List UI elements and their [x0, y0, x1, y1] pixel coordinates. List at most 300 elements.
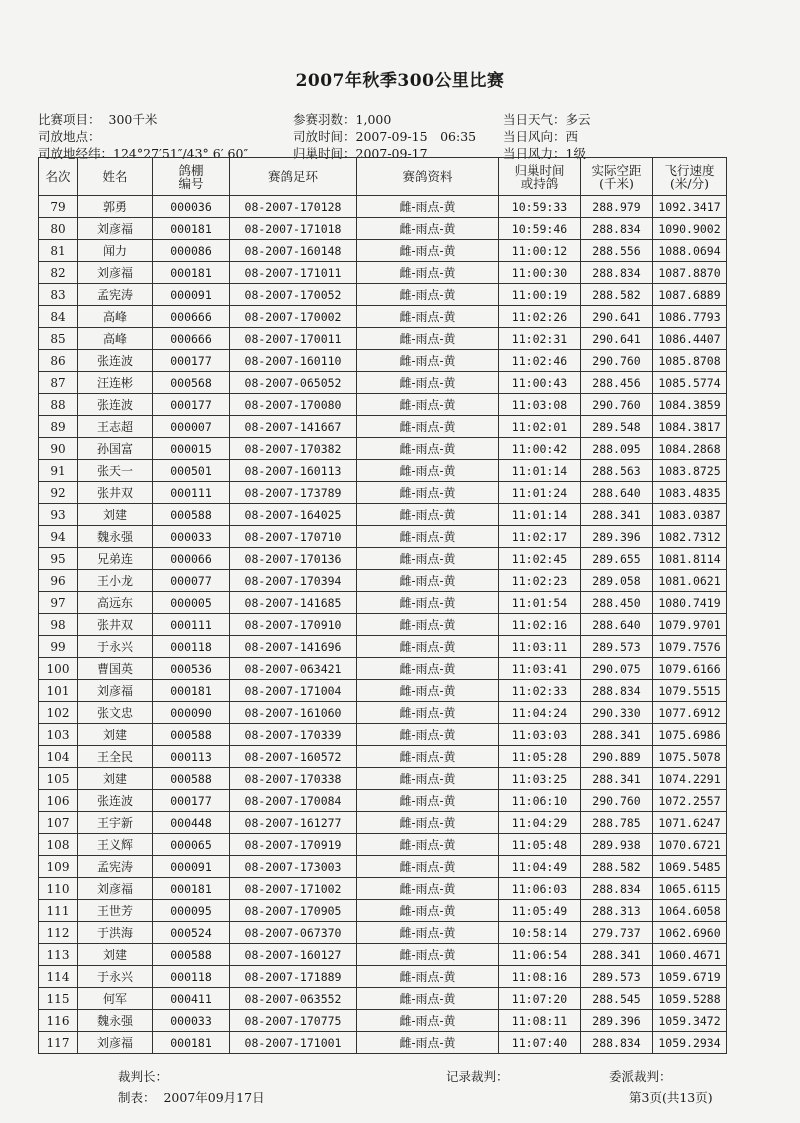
cell-speed: 1071.6247: [653, 812, 727, 834]
cell-ring: 08-2007-170136: [230, 548, 357, 570]
cell-bird-info: 雌-雨点-黄: [357, 570, 499, 592]
cell-bird-info: 雌-雨点-黄: [357, 548, 499, 570]
cell-speed: 1064.6058: [653, 900, 727, 922]
cell-name: 王全民: [78, 746, 153, 768]
cell-speed: 1087.8870: [653, 262, 727, 284]
table-row: [39, 658, 727, 680]
cell-bird-info: 雌-雨点-黄: [357, 900, 499, 922]
cell-arrival-time: 10:59:33: [499, 196, 581, 218]
cell-loft-id: 000666: [153, 306, 230, 328]
table-row: [39, 504, 727, 526]
cell-ring: 08-2007-170080: [230, 394, 357, 416]
cell-bird-info: 雌-雨点-黄: [357, 350, 499, 372]
cell-arrival-time: 11:02:45: [499, 548, 581, 570]
table-row: [39, 768, 727, 790]
cell-loft-id: 000181: [153, 218, 230, 240]
cell-ring: 08-2007-170394: [230, 570, 357, 592]
table-row: [39, 988, 727, 1010]
cell-arrival-time: 11:04:29: [499, 812, 581, 834]
cell-rank: 116: [39, 1010, 78, 1032]
cell-ring: 08-2007-141685: [230, 592, 357, 614]
cell-rank: 88: [39, 394, 78, 416]
cell-name: 王小龙: [78, 570, 153, 592]
cell-arrival-time: 11:06:10: [499, 790, 581, 812]
cell-loft-id: 000090: [153, 702, 230, 724]
cell-name: 刘建: [78, 768, 153, 790]
weather-row: [503, 110, 591, 128]
cell-name: 汪连彬: [78, 372, 153, 394]
cell-loft-id: 000177: [153, 394, 230, 416]
cell-name: 刘建: [78, 724, 153, 746]
cell-ring: 08-2007-160148: [230, 240, 357, 262]
cell-ring: 08-2007-170339: [230, 724, 357, 746]
cell-bird-info: 雌-雨点-黄: [357, 328, 499, 350]
cell-name: 张连波: [78, 350, 153, 372]
cell-ring: 08-2007-067370: [230, 922, 357, 944]
cell-name: 刘彦福: [78, 878, 153, 900]
table-row: [39, 394, 727, 416]
cell-distance: 288.834: [581, 262, 653, 284]
cell-ring: 08-2007-173003: [230, 856, 357, 878]
table-row: [39, 1010, 727, 1032]
cell-speed: 1090.9002: [653, 218, 727, 240]
cell-ring: 08-2007-141667: [230, 416, 357, 438]
cell-rank: 103: [39, 724, 78, 746]
delegated-judge: 委派裁判：: [609, 1069, 672, 1084]
page-title: 2007年秋季300公里比赛: [295, 71, 505, 91]
cell-arrival-time: 11:08:16: [499, 966, 581, 988]
cell-loft-id: 000118: [153, 636, 230, 658]
release-value: 2007-09-15 06:35: [355, 129, 477, 144]
cell-bird-info: 雌-雨点-黄: [357, 504, 499, 526]
cell-distance: 288.095: [581, 438, 653, 460]
cell-loft-id: 000077: [153, 570, 230, 592]
cell-distance: 288.582: [581, 856, 653, 878]
cell-loft-id: 000066: [153, 548, 230, 570]
cell-loft-id: 000448: [153, 812, 230, 834]
cell-arrival-time: 11:02:26: [499, 306, 581, 328]
cell-name: 张连波: [78, 790, 153, 812]
wind-dir-value: 西: [565, 129, 579, 144]
cell-distance: 290.641: [581, 306, 653, 328]
cell-rank: 79: [39, 196, 78, 218]
cell-distance: 290.075: [581, 658, 653, 680]
table-row: [39, 350, 727, 372]
cell-bird-info: 雌-雨点-黄: [357, 416, 499, 438]
cell-name: 曹国英: [78, 658, 153, 680]
header-speed: 飞行速度 (米/分): [653, 158, 727, 196]
header-rank: 名次: [39, 158, 78, 196]
cell-loft-id: 000033: [153, 1010, 230, 1032]
cell-rank: 114: [39, 966, 78, 988]
cell-ring: 08-2007-170382: [230, 438, 357, 460]
cell-distance: 288.640: [581, 614, 653, 636]
table-row: [39, 482, 727, 504]
cell-distance: 288.341: [581, 768, 653, 790]
cell-bird-info: 雌-雨点-黄: [357, 1010, 499, 1032]
cell-name: 闻力: [78, 240, 153, 262]
cell-rank: 95: [39, 548, 78, 570]
cell-distance: 290.760: [581, 350, 653, 372]
table-row: [39, 460, 727, 482]
cell-loft-id: 000181: [153, 680, 230, 702]
cell-name: 何军: [78, 988, 153, 1010]
cell-rank: 111: [39, 900, 78, 922]
cell-distance: 290.641: [581, 328, 653, 350]
cell-distance: 288.834: [581, 878, 653, 900]
cell-bird-info: 雌-雨点-黄: [357, 966, 499, 988]
table-row: [39, 680, 727, 702]
cell-loft-id: 000177: [153, 790, 230, 812]
cell-bird-info: 雌-雨点-黄: [357, 614, 499, 636]
entries-row: [293, 110, 391, 128]
cell-bird-info: 雌-雨点-黄: [357, 878, 499, 900]
cell-name: 孙国富: [78, 438, 153, 460]
cell-rank: 108: [39, 834, 78, 856]
cell-ring: 08-2007-171001: [230, 1032, 357, 1054]
cell-loft-id: 000181: [153, 262, 230, 284]
cell-arrival-time: 11:04:24: [499, 702, 581, 724]
cell-speed: 1079.5515: [653, 680, 727, 702]
cell-ring: 08-2007-171018: [230, 218, 357, 240]
table-row: [39, 372, 727, 394]
recorder-judge: 记录裁判：: [446, 1069, 509, 1084]
cell-arrival-time: 11:00:42: [499, 438, 581, 460]
cell-ring: 08-2007-171889: [230, 966, 357, 988]
cell-bird-info: 雌-雨点-黄: [357, 592, 499, 614]
table-row: [39, 592, 727, 614]
cell-bird-info: 雌-雨点-黄: [357, 438, 499, 460]
coords-label: 司放地经纬：: [38, 146, 114, 161]
cell-distance: 289.058: [581, 570, 653, 592]
cell-rank: 102: [39, 702, 78, 724]
cell-ring: 08-2007-170128: [230, 196, 357, 218]
cell-arrival-time: 11:02:31: [499, 328, 581, 350]
chief-judge: 裁判长：: [118, 1069, 169, 1084]
cell-distance: 288.545: [581, 988, 653, 1010]
cell-name: 张文忠: [78, 702, 153, 724]
release-label: 司放时间：: [293, 129, 356, 144]
cell-arrival-time: 11:02:46: [499, 350, 581, 372]
table-row: [39, 878, 727, 900]
table-row: [39, 196, 727, 218]
cell-bird-info: 雌-雨点-黄: [357, 922, 499, 944]
cell-bird-info: 雌-雨点-黄: [357, 834, 499, 856]
cell-rank: 83: [39, 284, 78, 306]
cell-speed: 1081.0621: [653, 570, 727, 592]
cell-loft-id: 000177: [153, 350, 230, 372]
cell-name: 王义辉: [78, 834, 153, 856]
cell-distance: 289.548: [581, 416, 653, 438]
cell-ring: 08-2007-170084: [230, 790, 357, 812]
table-row: [39, 900, 727, 922]
cell-speed: 1084.2868: [653, 438, 727, 460]
cell-arrival-time: 11:07:20: [499, 988, 581, 1010]
cell-arrival-time: 11:05:48: [499, 834, 581, 856]
cell-name: 魏永强: [78, 526, 153, 548]
cell-loft-id: 000111: [153, 614, 230, 636]
cell-name: 于永兴: [78, 966, 153, 988]
cell-loft-id: 000091: [153, 284, 230, 306]
cell-speed: 1084.3859: [653, 394, 727, 416]
cell-name: 刘彦福: [78, 262, 153, 284]
cell-speed: 1074.2291: [653, 768, 727, 790]
cell-arrival-time: 11:03:08: [499, 394, 581, 416]
cell-arrival-time: 10:59:46: [499, 218, 581, 240]
cell-name: 高峰: [78, 328, 153, 350]
cell-name: 刘彦福: [78, 680, 153, 702]
cell-arrival-time: 11:05:49: [499, 900, 581, 922]
table-row: [39, 548, 727, 570]
header-distance: 实际空距 (千米): [581, 158, 653, 196]
cell-rank: 87: [39, 372, 78, 394]
cell-rank: 97: [39, 592, 78, 614]
cell-loft-id: 000111: [153, 482, 230, 504]
table-body: [39, 196, 727, 1054]
cell-bird-info: 雌-雨点-黄: [357, 1032, 499, 1054]
cell-arrival-time: 11:02:16: [499, 614, 581, 636]
table-row: [39, 614, 727, 636]
place-label: 司放地点：: [38, 129, 101, 144]
results-table: [38, 157, 727, 1054]
return-label: 归巢时间：: [293, 146, 356, 161]
cell-speed: 1059.5288: [653, 988, 727, 1010]
table-row: [39, 724, 727, 746]
table-row: [39, 570, 727, 592]
cell-distance: 288.582: [581, 284, 653, 306]
cell-distance: 288.341: [581, 944, 653, 966]
cell-rank: 91: [39, 460, 78, 482]
cell-speed: 1083.4835: [653, 482, 727, 504]
cell-name: 孟宪涛: [78, 284, 153, 306]
table-row: [39, 944, 727, 966]
wind-force-value: 1级: [565, 146, 586, 161]
cell-bird-info: 雌-雨点-黄: [357, 460, 499, 482]
cell-bird-info: 雌-雨点-黄: [357, 636, 499, 658]
table-row: [39, 790, 727, 812]
project-value: 300千米: [108, 112, 158, 127]
cell-bird-info: 雌-雨点-黄: [357, 724, 499, 746]
table-row: [39, 240, 727, 262]
cell-name: 郭勇: [78, 196, 153, 218]
cell-ring: 08-2007-170775: [230, 1010, 357, 1032]
cell-loft-id: 000666: [153, 328, 230, 350]
cell-speed: 1087.6889: [653, 284, 727, 306]
cell-speed: 1081.8114: [653, 548, 727, 570]
cell-speed: 1062.6960: [653, 922, 727, 944]
cell-arrival-time: 11:06:54: [499, 944, 581, 966]
cell-bird-info: 雌-雨点-黄: [357, 394, 499, 416]
cell-ring: 08-2007-171011: [230, 262, 357, 284]
cell-rank: 85: [39, 328, 78, 350]
coords-value: 124°27′51″/43° 6′ 60″: [113, 146, 249, 161]
cell-loft-id: 000065: [153, 834, 230, 856]
cell-ring: 08-2007-160110: [230, 350, 357, 372]
cell-name: 刘彦福: [78, 1032, 153, 1054]
cell-name: 刘建: [78, 944, 153, 966]
cell-arrival-time: 11:06:03: [499, 878, 581, 900]
cell-loft-id: 000501: [153, 460, 230, 482]
table-row: [39, 262, 727, 284]
table-row: [39, 1032, 727, 1054]
cell-arrival-time: 11:05:28: [499, 746, 581, 768]
cell-name: 高远东: [78, 592, 153, 614]
cell-distance: 290.760: [581, 394, 653, 416]
cell-rank: 100: [39, 658, 78, 680]
cell-speed: 1075.6986: [653, 724, 727, 746]
cell-arrival-time: 11:07:40: [499, 1032, 581, 1054]
cell-distance: 288.556: [581, 240, 653, 262]
cell-loft-id: 000091: [153, 856, 230, 878]
table-header-row: [39, 158, 727, 196]
cell-arrival-time: 11:03:11: [499, 636, 581, 658]
place-row: [38, 127, 109, 145]
cell-loft-id: 000181: [153, 1032, 230, 1054]
cell-loft-id: 000005: [153, 592, 230, 614]
cell-ring: 08-2007-171004: [230, 680, 357, 702]
cell-loft-id: 000118: [153, 966, 230, 988]
cell-speed: 1092.3417: [653, 196, 727, 218]
cell-name: 兄弟连: [78, 548, 153, 570]
header-ring: 赛鸽足环: [230, 158, 357, 196]
cell-bird-info: 雌-雨点-黄: [357, 790, 499, 812]
made-label: 制表：: [118, 1090, 156, 1105]
cell-ring: 08-2007-160113: [230, 460, 357, 482]
cell-arrival-time: 11:00:43: [499, 372, 581, 394]
cell-loft-id: 000588: [153, 768, 230, 790]
cell-rank: 82: [39, 262, 78, 284]
cell-speed: 1059.2934: [653, 1032, 727, 1054]
cell-arrival-time: 11:08:11: [499, 1010, 581, 1032]
table-row: [39, 526, 727, 548]
cell-distance: 289.396: [581, 1010, 653, 1032]
table-row: [39, 284, 727, 306]
cell-speed: 1065.6115: [653, 878, 727, 900]
cell-loft-id: 000588: [153, 724, 230, 746]
cell-speed: 1070.6721: [653, 834, 727, 856]
cell-distance: 288.785: [581, 812, 653, 834]
cell-speed: 1086.7793: [653, 306, 727, 328]
cell-distance: 288.834: [581, 218, 653, 240]
cell-bird-info: 雌-雨点-黄: [357, 218, 499, 240]
cell-rank: 115: [39, 988, 78, 1010]
cell-bird-info: 雌-雨点-黄: [357, 988, 499, 1010]
cell-distance: 288.979: [581, 196, 653, 218]
cell-arrival-time: 11:00:12: [499, 240, 581, 262]
cell-distance: 288.341: [581, 504, 653, 526]
cell-bird-info: 雌-雨点-黄: [357, 196, 499, 218]
wind-dir-label: 当日风向：: [503, 129, 566, 144]
header-name: 姓名: [78, 158, 153, 196]
cell-speed: 1072.2557: [653, 790, 727, 812]
cell-bird-info: 雌-雨点-黄: [357, 746, 499, 768]
cell-speed: 1084.3817: [653, 416, 727, 438]
cell-rank: 107: [39, 812, 78, 834]
project-label: 比赛项目：: [38, 112, 101, 127]
cell-ring: 08-2007-170710: [230, 526, 357, 548]
cell-rank: 92: [39, 482, 78, 504]
cell-rank: 113: [39, 944, 78, 966]
cell-rank: 90: [39, 438, 78, 460]
cell-speed: 1080.7419: [653, 592, 727, 614]
cell-speed: 1075.5078: [653, 746, 727, 768]
cell-distance: 288.313: [581, 900, 653, 922]
table-row: [39, 922, 727, 944]
cell-distance: 289.396: [581, 526, 653, 548]
cell-arrival-time: 11:01:14: [499, 460, 581, 482]
cell-bird-info: 雌-雨点-黄: [357, 680, 499, 702]
cell-name: 王世芳: [78, 900, 153, 922]
cell-distance: 290.889: [581, 746, 653, 768]
cell-bird-info: 雌-雨点-黄: [357, 856, 499, 878]
cell-rank: 117: [39, 1032, 78, 1054]
cell-name: 刘彦福: [78, 218, 153, 240]
cell-rank: 89: [39, 416, 78, 438]
cell-loft-id: 000524: [153, 922, 230, 944]
cell-rank: 110: [39, 878, 78, 900]
cell-bird-info: 雌-雨点-黄: [357, 812, 499, 834]
table-row: [39, 966, 727, 988]
cell-speed: 1083.8725: [653, 460, 727, 482]
cell-arrival-time: 11:02:01: [499, 416, 581, 438]
cell-ring: 08-2007-141696: [230, 636, 357, 658]
cell-name: 王志超: [78, 416, 153, 438]
cell-bird-info: 雌-雨点-黄: [357, 658, 499, 680]
cell-speed: 1079.9701: [653, 614, 727, 636]
cell-arrival-time: 11:00:30: [499, 262, 581, 284]
cell-name: 于永兴: [78, 636, 153, 658]
release-row: [293, 127, 476, 145]
cell-ring: 08-2007-170910: [230, 614, 357, 636]
cell-loft-id: 000588: [153, 944, 230, 966]
page-number: 第3页(共13页): [629, 1090, 713, 1105]
cell-name: 刘建: [78, 504, 153, 526]
cell-rank: 112: [39, 922, 78, 944]
cell-ring: 08-2007-171002: [230, 878, 357, 900]
cell-name: 张井双: [78, 482, 153, 504]
table-row: [39, 636, 727, 658]
cell-loft-id: 000588: [153, 504, 230, 526]
cell-rank: 99: [39, 636, 78, 658]
cell-bird-info: 雌-雨点-黄: [357, 526, 499, 548]
cell-arrival-time: 11:01:14: [499, 504, 581, 526]
cell-speed: 1085.5774: [653, 372, 727, 394]
cell-loft-id: 000536: [153, 658, 230, 680]
project-row: [38, 110, 157, 128]
table-row: [39, 218, 727, 240]
cell-loft-id: 000113: [153, 746, 230, 768]
cell-distance: 279.737: [581, 922, 653, 944]
cell-distance: 290.330: [581, 702, 653, 724]
cell-distance: 288.450: [581, 592, 653, 614]
cell-rank: 86: [39, 350, 78, 372]
cell-loft-id: 000015: [153, 438, 230, 460]
cell-name: 孟宪涛: [78, 856, 153, 878]
cell-ring: 08-2007-161277: [230, 812, 357, 834]
wind-force-label: 当日风力：: [503, 146, 566, 161]
cell-name: 张天一: [78, 460, 153, 482]
cell-distance: 288.834: [581, 1032, 653, 1054]
return-value: 2007-09-17: [355, 146, 428, 161]
cell-rank: 93: [39, 504, 78, 526]
cell-rank: 81: [39, 240, 78, 262]
cell-arrival-time: 11:03:03: [499, 724, 581, 746]
cell-bird-info: 雌-雨点-黄: [357, 284, 499, 306]
cell-speed: 1086.4407: [653, 328, 727, 350]
header-bird-info: 赛鸽资料: [357, 158, 499, 196]
table-row: [39, 834, 727, 856]
header-loft-id: 鸽棚 编号: [153, 158, 230, 196]
